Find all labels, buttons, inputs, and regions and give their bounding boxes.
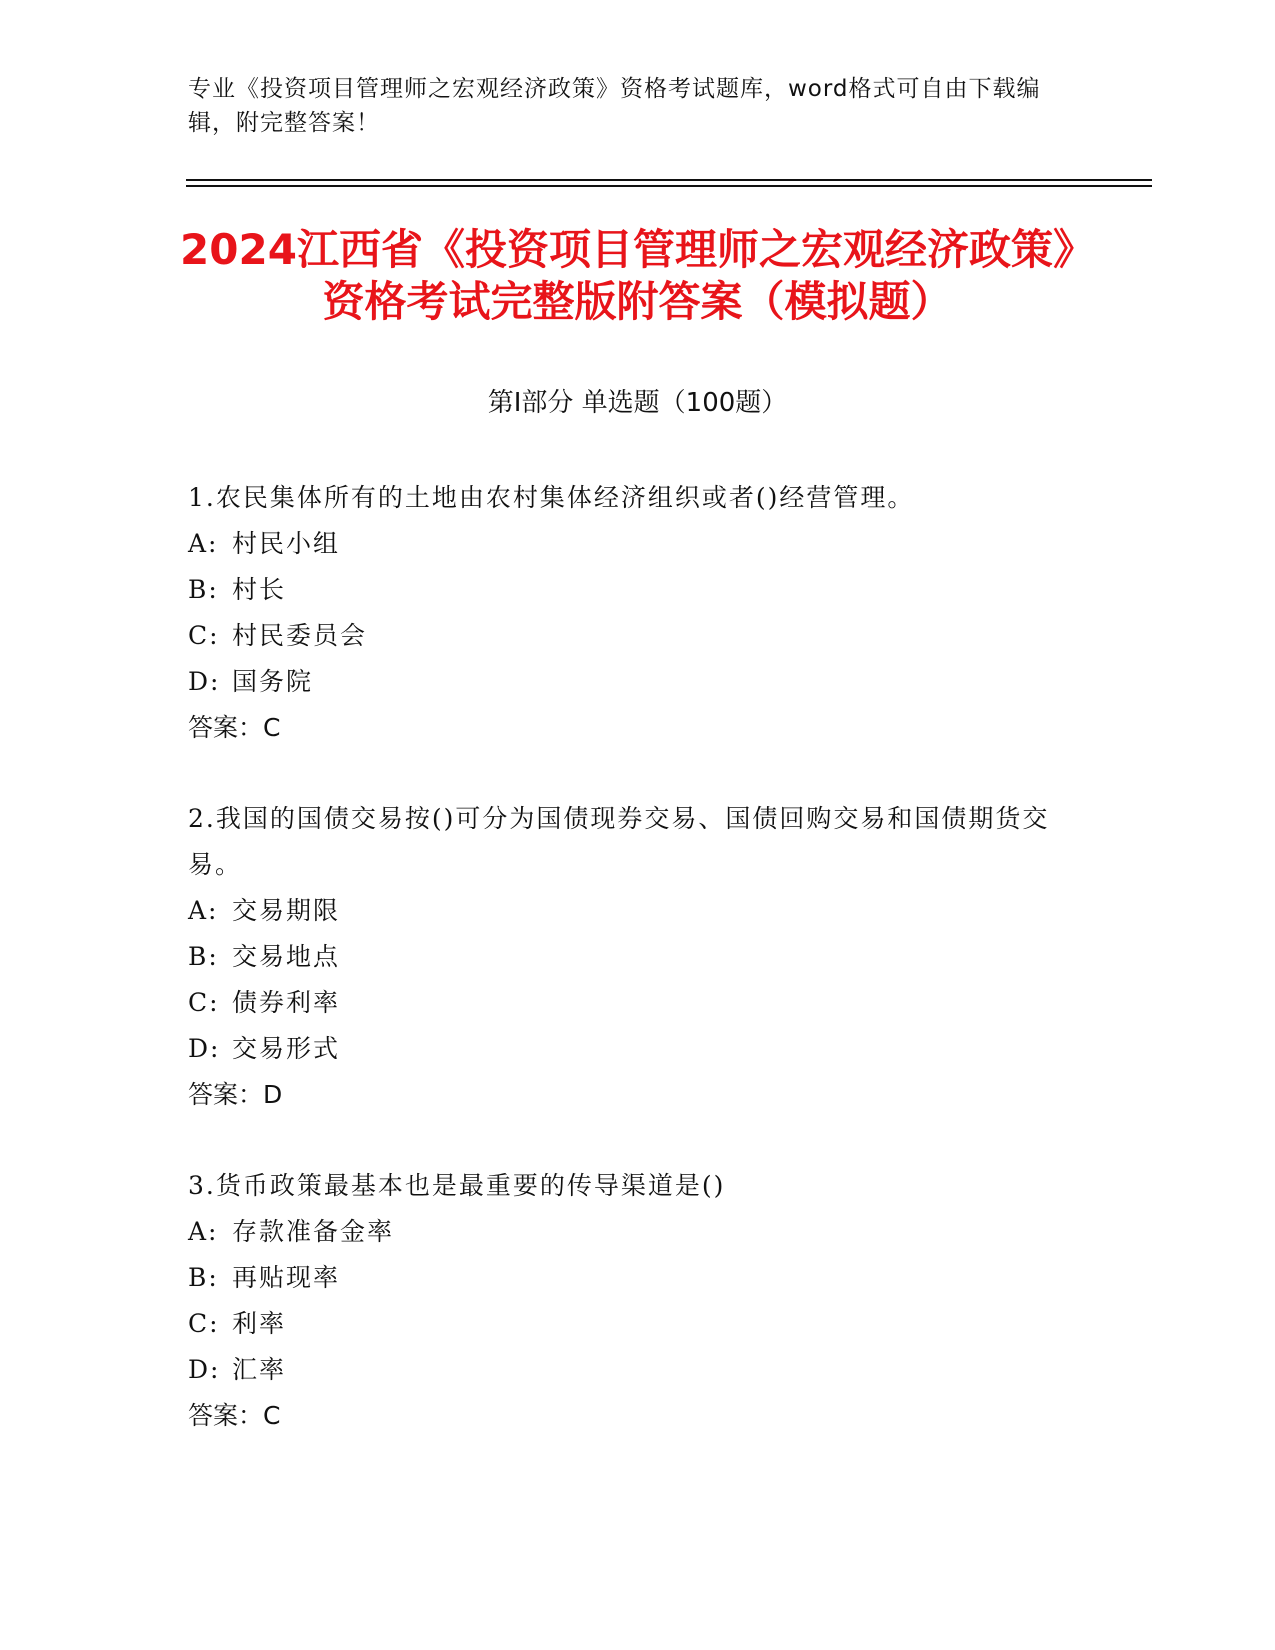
option-b xyxy=(188,567,1088,613)
option-letter: B: xyxy=(188,1263,219,1292)
option-text: 交易地点 xyxy=(232,942,341,971)
question-list xyxy=(188,475,1088,1484)
option-c xyxy=(188,1301,1088,1347)
option-text: 存款准备金率 xyxy=(232,1217,395,1246)
option-text: 村长 xyxy=(232,575,287,604)
option-b xyxy=(188,934,1088,980)
question-1 xyxy=(188,475,1088,751)
option-letter: A: xyxy=(188,529,219,558)
question-stem: 2.我国的国债交易按()可分为国债现券交易、国债回购交易和国债期货交易。 xyxy=(188,804,1050,879)
option-letter: C: xyxy=(188,988,220,1017)
option-text: 交易期限 xyxy=(232,896,341,925)
answer: 答案：D xyxy=(188,1080,283,1109)
option-text: 交易形式 xyxy=(232,1034,341,1063)
document-title: 2024江西省《投资项目管理师之宏观经济政策》资格考试完整版附答案（模拟题） xyxy=(180,225,1095,326)
option-text: 村民委员会 xyxy=(232,621,368,650)
header-rule-top xyxy=(186,179,1152,181)
option-letter: B: xyxy=(188,575,219,604)
option-text: 村民小组 xyxy=(232,529,341,558)
option-a xyxy=(188,521,1088,567)
option-letter: C: xyxy=(188,621,220,650)
option-text: 国务院 xyxy=(232,667,314,696)
question-stem: 1.农民集体所有的土地由农村集体经济组织或者()经营管理。 xyxy=(188,483,915,512)
option-d xyxy=(188,659,1088,705)
header-rule-bottom xyxy=(186,185,1152,187)
option-letter: A: xyxy=(188,896,219,925)
option-letter: B: xyxy=(188,942,219,971)
option-letter: D: xyxy=(188,1355,221,1384)
question-2 xyxy=(188,796,1088,1118)
option-letter: A: xyxy=(188,1217,219,1246)
option-text: 债券利率 xyxy=(232,988,341,1017)
option-c xyxy=(188,980,1088,1026)
option-text: 再贴现率 xyxy=(232,1263,341,1292)
option-text: 汇率 xyxy=(232,1355,287,1384)
option-c xyxy=(188,613,1088,659)
option-letter: C: xyxy=(188,1309,220,1338)
option-text: 利率 xyxy=(232,1309,287,1338)
option-a xyxy=(188,888,1088,934)
option-d xyxy=(188,1347,1088,1393)
answer: 答案：C xyxy=(188,713,281,742)
question-stem: 3.货币政策最基本也是最重要的传导渠道是() xyxy=(188,1171,726,1200)
header-note: 专业《投资项目管理师之宏观经济政策》资格考试题库，word格式可自由下载编辑，附完整答案！ xyxy=(188,76,1041,136)
option-a xyxy=(188,1209,1088,1255)
question-3 xyxy=(188,1163,1088,1439)
option-letter: D: xyxy=(188,667,221,696)
option-b xyxy=(188,1255,1088,1301)
answer: 答案：C xyxy=(188,1401,281,1430)
option-letter: D: xyxy=(188,1034,221,1063)
section-title: 第I部分 单选题（100题） xyxy=(487,388,788,418)
option-d xyxy=(188,1026,1088,1072)
